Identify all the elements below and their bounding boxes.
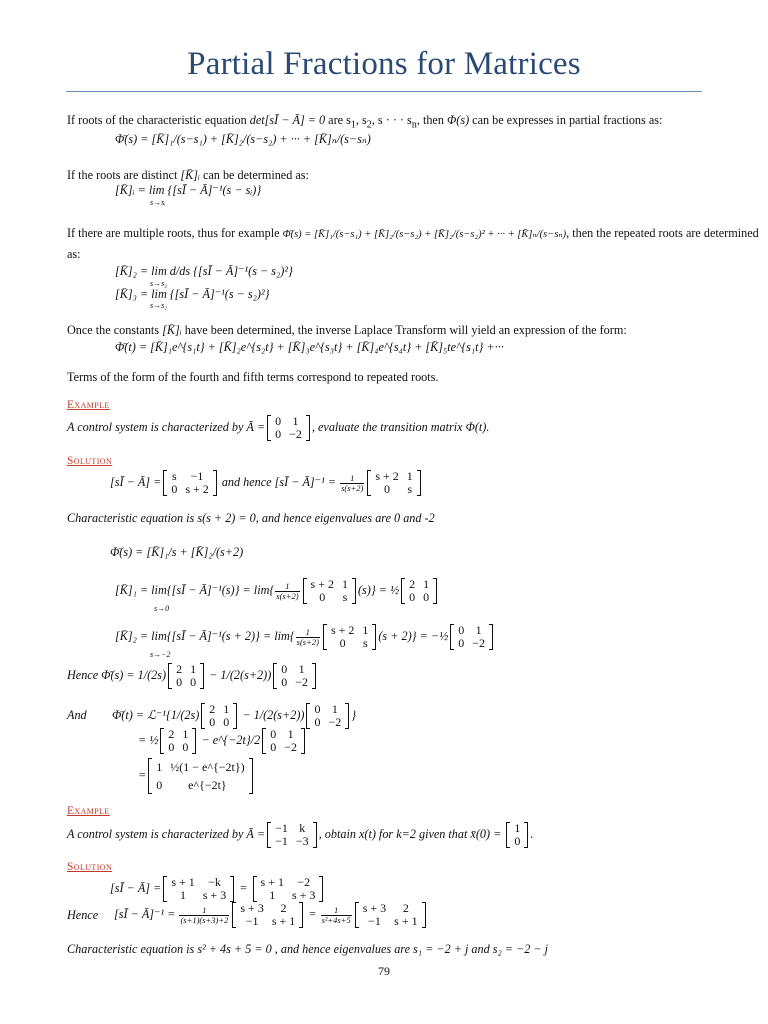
sub: 2 xyxy=(366,119,372,131)
cell: ½(1 − e^{−2t}) xyxy=(170,760,245,774)
cell: 0 xyxy=(223,715,230,729)
cell: 1 xyxy=(190,662,197,676)
text: , s · · · s xyxy=(371,113,412,127)
phi-t-line1 xyxy=(112,703,356,729)
multiple-roots-paragraph xyxy=(67,226,759,242)
equation-k2: [K̄]₂ = lim d/ds {[sĪ − Ā]⁻¹(s − s₂)²} xyxy=(115,264,293,278)
matrix xyxy=(367,470,420,496)
cell: 0 xyxy=(275,414,282,428)
text: − e^{−2t}/2 xyxy=(198,732,261,747)
cell: 0 xyxy=(458,636,465,650)
cell: s + 1 xyxy=(260,875,284,889)
cell: −1 xyxy=(368,914,381,928)
sub: 1 xyxy=(350,119,356,131)
vector-x0 xyxy=(506,822,528,848)
matrix xyxy=(201,703,237,729)
matrix xyxy=(401,578,437,604)
cell: s xyxy=(342,590,348,604)
matrix xyxy=(450,624,493,650)
num: 1 xyxy=(340,474,364,484)
cell: 0 xyxy=(409,590,416,604)
cell: 1 xyxy=(182,727,189,741)
fraction xyxy=(321,906,352,925)
example1-statement xyxy=(67,415,489,441)
text: = xyxy=(138,767,147,782)
text: can be determined as: xyxy=(199,168,309,182)
fraction xyxy=(179,906,229,925)
cell: 1 xyxy=(287,727,294,741)
page-title: Partial Fractions for Matrices xyxy=(187,46,581,82)
text: , then the repeated roots are determined xyxy=(566,226,759,240)
text: = ½ xyxy=(138,732,159,747)
text: Ā = xyxy=(246,826,266,841)
text: Ā = xyxy=(246,419,266,434)
cell: 1 xyxy=(423,577,430,591)
cell: 0 xyxy=(275,427,282,441)
cell: 2 xyxy=(176,662,183,676)
example2-statement xyxy=(67,822,533,848)
den: (s+1)(s+3)+2 xyxy=(180,914,229,925)
cell: 0 xyxy=(339,636,346,650)
solution1-line1 xyxy=(110,470,423,496)
cell: 0 xyxy=(270,727,277,741)
char-eq: det[sĪ − Ā] = 0 xyxy=(249,113,326,127)
cell: 1 xyxy=(269,888,276,902)
text: = xyxy=(305,906,320,921)
matrix-a xyxy=(267,822,317,848)
solution-heading: Solution xyxy=(67,861,113,873)
text: [sĪ − Ā] = xyxy=(110,474,162,489)
k-symbol: [K̄]ᵢ xyxy=(162,323,182,337)
cell: −2 xyxy=(289,427,302,441)
den: s(s+2) xyxy=(296,636,319,647)
cell: −1 xyxy=(245,914,259,928)
text: and hence [sĪ − Ā]⁻¹ = xyxy=(218,474,340,489)
cell: 0 xyxy=(156,778,163,792)
matrix xyxy=(273,663,316,689)
matrix xyxy=(163,876,234,902)
repeated-roots-note: Terms of the form of the fourth and fifth terms correspond to repeated roots. xyxy=(67,370,439,384)
text: , s xyxy=(355,113,367,127)
hence-phi-s xyxy=(67,663,318,689)
cell: 0 xyxy=(281,662,288,676)
cell: s + 1 xyxy=(394,914,418,928)
cell: s xyxy=(407,482,413,496)
matrix xyxy=(355,902,426,928)
phi-t-line2 xyxy=(138,728,307,754)
title-rule xyxy=(66,91,702,92)
solution-heading: Solution xyxy=(67,455,113,467)
cell: 2 xyxy=(280,901,287,915)
phi-t-final xyxy=(138,758,255,794)
cell: 1 xyxy=(298,662,305,676)
multiple-roots-eq: Φ̄(s) = [K̄]₁/(s−s₁) + [K̄]₂/(s−s₂) + [K̄]₂/(s−s₂)² + ··· + [K̄]ₙ/(s−sₙ) xyxy=(282,229,567,240)
matrix xyxy=(160,728,196,754)
text: are s xyxy=(325,113,351,127)
k1-equation: [K̄]₁ = lim{[sĪ − Ā]⁻¹(s)} = lim{ $\frac{1}{s(s+2)}$ s + 2 1 0 s (s)} = ½ 2 1 0 0 xyxy=(115,578,439,604)
matrix xyxy=(168,663,204,689)
text: [K̄]₁ = lim{[sĪ − Ā]⁻¹(s)} = lim xyxy=(115,582,270,597)
solution2-line1 xyxy=(110,876,325,902)
cell: 0 xyxy=(314,702,321,716)
char-eq-2: Characteristic equation is s² + 4s + 5 = 0 , and hence eigenvalues are s₁ = −2 + j and s₂ = −2 − j xyxy=(67,942,549,956)
cell: 0 xyxy=(190,675,197,689)
char-eq-1: Characteristic equation is s(s + 2) = 0, and hence eigenvalues are 0 and -2 xyxy=(67,511,435,525)
cell: 0 xyxy=(182,740,189,754)
text: Once the constants xyxy=(67,323,163,337)
cell: 0 xyxy=(458,623,465,637)
cell: 2 xyxy=(168,727,175,741)
cell: 2 xyxy=(402,901,409,915)
fraction xyxy=(340,474,364,493)
cell: 1 xyxy=(475,623,482,637)
cell: 0 xyxy=(384,482,391,496)
cell: 1 xyxy=(223,702,230,716)
cell: s + 3 xyxy=(362,901,387,915)
lim-subscript: s→s₂ xyxy=(150,301,168,310)
k-symbol: [K̄]ᵢ xyxy=(180,168,200,182)
text: [sĪ − Ā] = xyxy=(110,880,162,895)
fraction xyxy=(275,582,299,601)
intro-paragraph xyxy=(67,113,662,132)
cell: 1 xyxy=(341,577,348,591)
text: , evaluate the transition matrix Φ(t). xyxy=(311,419,490,434)
text: A control system is characterized by xyxy=(67,419,247,434)
cell: 0 xyxy=(209,715,216,729)
text: If the roots are distinct xyxy=(67,168,181,182)
cell: s + 2 xyxy=(185,482,209,496)
matrix xyxy=(262,728,305,754)
equation-partial-fractions: Φ̄(s) = [K̄]₁/(s−s₁) + [K̄]₂/(s−s₂) + ··· + [K̄]ₙ/(s−sₙ) xyxy=(115,132,371,146)
den: s²+4s+5 xyxy=(321,914,351,925)
cell: 1 xyxy=(331,702,338,716)
matrix xyxy=(306,703,349,729)
cell: s + 3 xyxy=(202,888,227,902)
num: 1 xyxy=(275,582,299,592)
matrix xyxy=(163,470,216,496)
text: Φ̄(t) = ℒ⁻¹{1/(2s) xyxy=(112,707,200,722)
cell: −1 xyxy=(275,834,288,848)
cell: s + 1 xyxy=(171,875,195,889)
matrix xyxy=(253,876,324,902)
cell: −2 xyxy=(472,636,485,650)
text: − 1/(2(s+2)) xyxy=(206,667,272,682)
phi-s-1: Φ̄(s) = [K̄]₁/s + [K̄]₂/(s+2) xyxy=(110,545,244,559)
cell: −2 xyxy=(284,740,298,754)
cell: s + 3 xyxy=(240,901,264,915)
cell: 0 xyxy=(270,740,277,754)
matrix-final xyxy=(148,758,252,794)
cell: e^{−2t} xyxy=(188,778,227,792)
equation-ki: [K̄]ᵢ = lim {[sĪ − Ā]⁻¹(s − sᵢ)} xyxy=(115,183,262,197)
cell: 1 xyxy=(362,623,369,637)
cell: −1 xyxy=(190,469,204,483)
cell: s + 1 xyxy=(271,914,296,928)
cell: −k xyxy=(208,875,221,889)
lim-subscript: s→s₂ xyxy=(150,279,168,288)
text: A control system is characterized by xyxy=(67,826,247,841)
num: 1 xyxy=(321,906,352,916)
lim-subscript: s→sᵢ xyxy=(150,198,166,207)
lim-subscript: s→−2 xyxy=(150,650,171,659)
multiple-roots-as: as: xyxy=(67,247,81,261)
cell: 1 xyxy=(406,469,413,483)
text: (s + 2)} = −½ xyxy=(378,628,449,643)
example-heading: Example xyxy=(67,399,110,411)
cell: 2 xyxy=(209,702,216,716)
cell: 1 xyxy=(292,414,299,428)
text: If there are multiple roots, thus for example xyxy=(67,226,283,240)
cell: 1 xyxy=(514,821,521,835)
text: Hence Φ̄(s) = 1/(2s) xyxy=(67,667,167,682)
num: 1 xyxy=(179,906,229,916)
equation-k3: [K̄]₃ = lim {[sĪ − Ā]⁻¹(s − s₂)²} xyxy=(115,287,270,301)
cell: 0 xyxy=(319,590,326,604)
num: 1 xyxy=(296,628,320,638)
cell: −2 xyxy=(295,675,309,689)
and-label: And xyxy=(67,708,87,722)
fraction xyxy=(296,628,320,647)
cell: 2 xyxy=(409,577,416,591)
cell: 0 xyxy=(281,675,288,689)
text: , obtain x(t) for k=2 given that x̄(0) = xyxy=(318,826,505,841)
cell: s xyxy=(171,469,177,483)
text: [sĪ − Ā]⁻¹ = xyxy=(114,906,179,921)
text: [K̄]₂ = lim{[sĪ − Ā]⁻¹(s + 2)} = lim xyxy=(115,628,290,643)
solution2-line2 xyxy=(114,902,428,928)
cell: −2 xyxy=(297,875,311,889)
cell: k xyxy=(299,821,306,835)
text: (s)} = ½ xyxy=(357,582,400,597)
cell: s xyxy=(363,636,368,650)
cell: s + 2 xyxy=(375,469,399,483)
cell: s + 3 xyxy=(291,888,316,902)
cell: 0 xyxy=(423,590,430,604)
cell: 0 xyxy=(171,482,178,496)
cell: 1 xyxy=(180,888,187,902)
k2-equation: [K̄]₂ = lim{[sĪ − Ā]⁻¹(s + 2)} = lim{ $\frac{1}{s(s+2)}$ s + 2 1 0 s (s + 2)} = −½ 0 1 0 −2 xyxy=(115,624,495,650)
cell: −3 xyxy=(295,834,309,848)
cell: s + 2 xyxy=(310,577,334,591)
cell: −2 xyxy=(328,715,342,729)
text: } xyxy=(351,707,357,722)
den: s(s+2) xyxy=(276,590,299,601)
cell: −1 xyxy=(275,821,288,835)
inverse-laplace-paragraph xyxy=(67,323,627,338)
text: − 1/(2(s+2)) xyxy=(239,707,305,722)
lim-subscript: s→0 xyxy=(154,604,170,613)
phi-symbol: Φ(s) xyxy=(446,113,470,127)
page-number: 79 xyxy=(378,964,390,978)
cell: 0 xyxy=(176,675,183,689)
equation-phi-t: Φ̄(t) = [K̄]₁e^{s₁t} + [K̄]₂e^{s₂t} + [K̄]₃e^{s₃t} + [K̄]₄e^{s₄t} + [K̄]₅te^{s₁t} +··· xyxy=(115,340,504,354)
cell: s + 2 xyxy=(330,623,355,637)
matrix xyxy=(303,578,356,604)
text: , then xyxy=(416,113,447,127)
text: If roots of the characteristic equation xyxy=(67,113,250,127)
text: = xyxy=(236,880,251,895)
example-heading: Example xyxy=(67,805,110,817)
distinct-roots-paragraph xyxy=(67,168,309,183)
den: s(s+2) xyxy=(341,482,364,493)
text: have been determined, the inverse Laplace Transform will yield an expression of the form: xyxy=(181,323,627,337)
text: . xyxy=(530,826,534,841)
sub: n xyxy=(411,119,417,131)
matrix-a xyxy=(267,415,310,441)
cell: 0 xyxy=(314,715,321,729)
cell: 0 xyxy=(514,834,521,848)
cell: 1 xyxy=(156,760,163,774)
cell: 0 xyxy=(168,740,175,754)
matrix xyxy=(323,624,376,650)
text: can be expresses in partial fractions as: xyxy=(469,113,663,127)
solution2-hence-label: Hence xyxy=(67,908,99,922)
matrix xyxy=(232,902,303,928)
